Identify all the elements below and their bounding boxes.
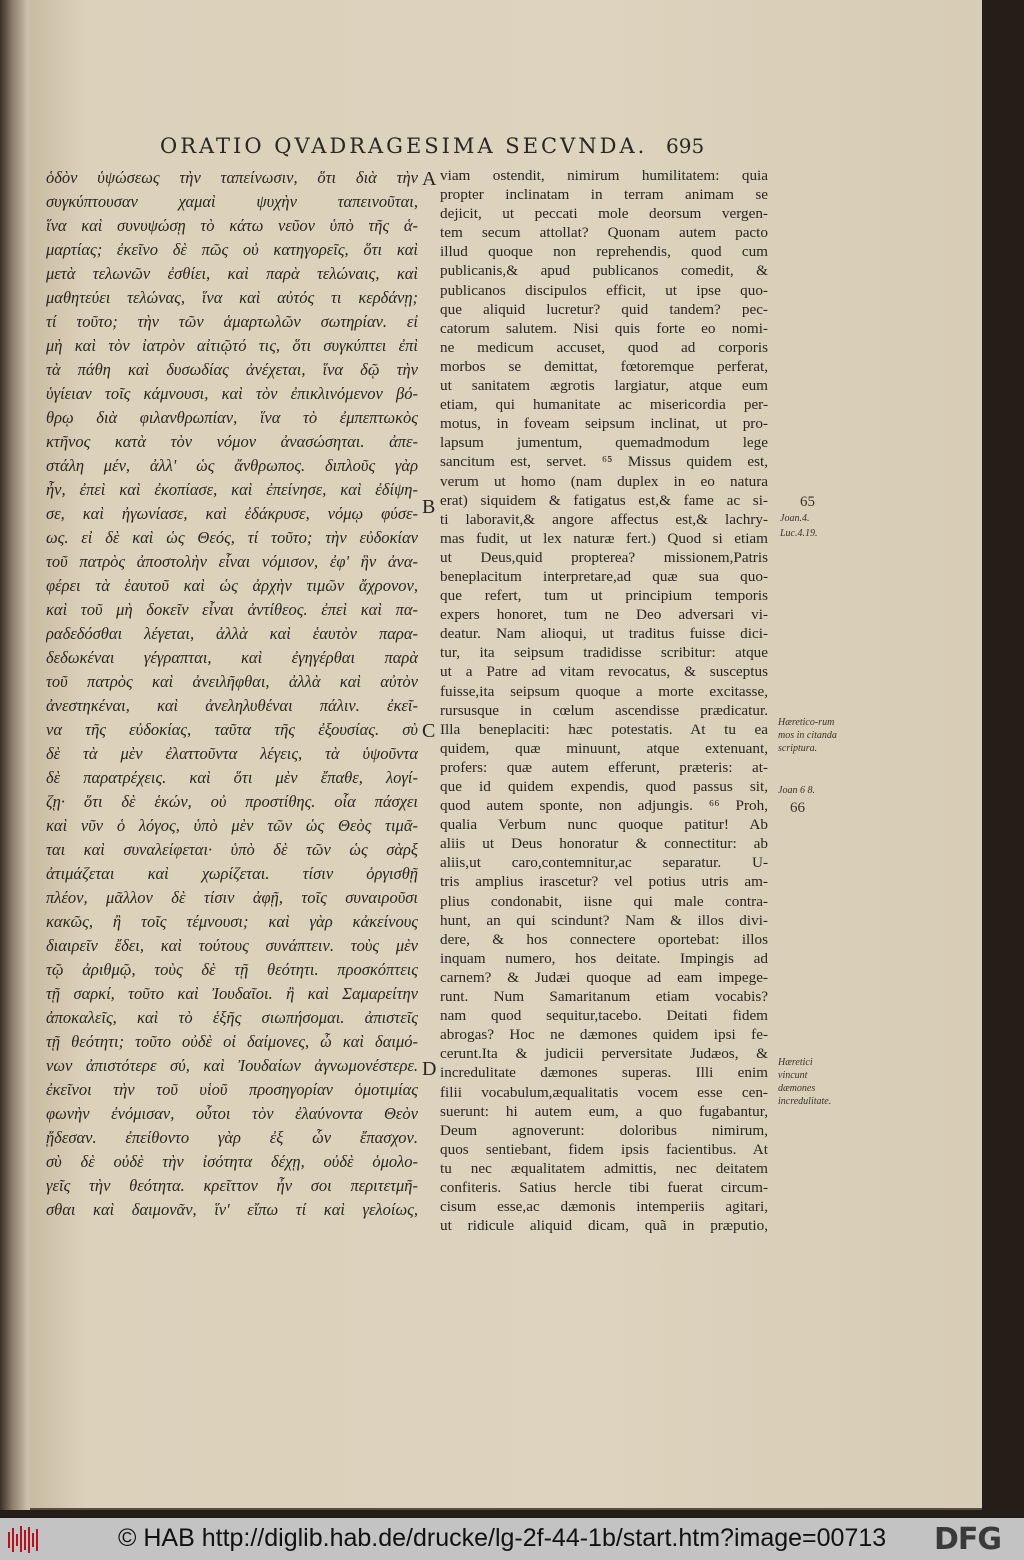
greek-text-line: ἦν, ἐπεὶ καὶ ἐκοπίασε, καὶ ἐπείνησε, καὶ ἐδίψη- — [46, 480, 418, 499]
greek-text-line: ὁδὸν ὑψώσεως τὴν ταπείνωσιν, ὅτι διὰ τὴν — [46, 168, 418, 187]
latin-text-line: ut Deus,quid propterea? missionem,Patris — [440, 548, 768, 566]
latin-text-line: tem secum attollat? Quonam autem pacto — [440, 224, 768, 242]
note-number-65: 65 — [800, 494, 815, 510]
greek-text-line: ραδεδόσθαι λέγεται, ἀλλὰ καὶ ἑαυτὸν παρα- — [46, 624, 418, 643]
latin-text-line: cisum esse,ac dæmonis intemperiis agitari, — [440, 1198, 768, 1216]
latin-text-line: morbos se demittat, fœtoremque perferat, — [440, 357, 768, 375]
latin-text-line: inquam numero, hos deitate. Impingis ad — [440, 949, 768, 967]
latin-text-line: quod autem sponte, non adjungis. ⁶⁶ Proh, — [440, 797, 768, 815]
latin-text-line: dejicit, ut peccati mole deorsum vergen- — [440, 205, 768, 223]
latin-text-line: quos sentiebant, fidem ipsis facientibus. At — [440, 1140, 768, 1158]
latin-text-line: abrogas? Hoc ne dæmones quidem ipsi fe- — [440, 1026, 768, 1044]
latin-text-line: lapsum jumentum, quemadmodum lege — [440, 434, 768, 452]
latin-text-line: publicanos discipulos efficit, ut ipse quo- — [440, 281, 768, 299]
latin-text-line: profers: quæ autem efferunt, præteris: at- — [440, 758, 768, 776]
latin-text-line: catorum salutem. Nisi quis forte eo nomi- — [440, 319, 768, 337]
latin-text-line: filii vocabulum,æqualitatis vocem esse cen- — [440, 1083, 768, 1101]
greek-text-line: τὰ πάθη καὶ δυσωδίας ἀνέχεται, ἵνα δῷ τὴν — [46, 360, 418, 379]
margin-letter-a: A — [422, 168, 437, 190]
greek-text-line: ζῃ· ὅτι δὲ ἑκών, οὐ προστίθης. οἷα πάσχει — [46, 792, 418, 811]
latin-text-line: erat) siquidem & fatigatus est,& fame ac si- — [440, 491, 768, 509]
latin-text-line: viam ostendit, nimirum humilitatem: quia — [440, 167, 768, 184]
latin-text-line: illud quoque non reprehendis, quod cum — [440, 243, 768, 261]
latin-text-line: etiam, qui humanitate ac misericordia per- — [440, 396, 768, 414]
latin-text-line: que id quidem expendis, quod passus sit, — [440, 778, 768, 795]
greek-text-line: σε, καὶ ἠγωνίασε, καὶ ἐδάκρυσε, νόμῳ φύσε- — [46, 504, 418, 523]
greek-text-line: φέρει τὰ ἑαυτοῦ καὶ ὡς ἀρχὴν τιμῶν ἄχρονον, — [46, 576, 418, 595]
latin-text-line: tur, ita seipsum tradidisse scribitur: atque — [440, 644, 768, 662]
latin-text-line: nam quod sequitur,tacebo. Deitati fidem — [440, 1007, 768, 1025]
greek-text-line: τῇ σαρκί, τοῦτο καὶ Ἰουδαῖοι. ἢ καὶ Σαμαρείτην — [46, 984, 418, 1003]
latin-text-line: rursusque in cœlum ascendisse prædicatur. — [440, 701, 768, 719]
greek-text-line: γεῖς τὴν θεότητα. κρεῖττον ἦν σοι περιτετμῆ- — [46, 1176, 418, 1195]
page-number: 695 — [666, 134, 705, 158]
latin-text-line: carnem? & Judæi quoque ad eam impege- — [440, 968, 768, 986]
copyright-link[interactable]: © HAB http://diglib.hab.de/drucke/lg-2f-44-1b/start.htm?image=00713 — [118, 1524, 887, 1552]
latin-text-line: expers honoret, tum ne Deo adversari vi- — [440, 606, 768, 624]
margin-letter-b: B — [422, 496, 436, 518]
latin-text-line: ut sanitatem ægrotis largiatur, atque eum — [440, 377, 768, 395]
greek-text-line: θρῳ διὰ φιλανθρωπίαν, ἵνα τὸ ἐμπεπτωκὸς — [46, 408, 418, 427]
dfg-logo: DFG — [934, 1522, 1002, 1557]
greek-text-line: μαθητεύει τελώνας, ἵνα καὶ αὐτός τι κερδάνῃ; — [46, 288, 418, 307]
greek-text-line: μετὰ τελωνῶν ἐσθίει, καὶ παρὰ τελώναις, καὶ — [46, 264, 418, 283]
latin-text-line: verum ut homo (nam duplex in eo natura — [440, 472, 768, 490]
latin-text-line: deatur. Nam alioqui, ut traditus fuisse dici- — [440, 625, 768, 643]
latin-text-line: ti laboravit,& angore affectus est,& lachry- — [440, 510, 768, 528]
greek-text-line: καὶ νῦν ὁ λόγος, ὑπὸ μὲν τῶν ὡς Θεὸς τιμᾶ- — [46, 816, 418, 835]
margin-note-luc4: Luc.4.19. — [780, 528, 818, 539]
margin-note-joan68: Joan 6 8. — [778, 785, 815, 796]
greek-text-line: τοῦ πατρὸς καὶ ἀνειλῆφθαι, ἀλλὰ καὶ αὐτὸν — [46, 672, 418, 691]
greek-text-line: ἐκεῖνοι τὴν τοῦ υἱοῦ προσηγορίαν ὁμοτιμίας — [46, 1080, 418, 1099]
latin-text-line: ut a Patre ad vitam revocatus, & susceptus — [440, 663, 768, 681]
latin-text-line: hunt, an qui scindunt? Nam & illos divi- — [440, 911, 768, 929]
latin-text-line: aliis,ut caro,contemnitur,ac separatur. U- — [440, 854, 768, 872]
greek-text-line: μαρτίας; ἐκεῖνο δὲ πῶς οὐ κατηγορεῖς, ὅτι καὶ — [46, 240, 418, 259]
greek-text-line: πλέον, μᾶλλον δὲ τίσιν ἀφῇ, τοῖς συναιροῦσι — [46, 888, 418, 907]
greek-text-line: σὺ δὲ οὐδὲ τὴν ἰσότητα δέχῃ, οὐδὲ ὁμολο- — [46, 1152, 418, 1171]
latin-text-line: sancitum est, servet. ⁶⁵ Missus quidem est, — [440, 453, 768, 471]
margin-note-haereticorum: Hæretico-rum mos in citanda scriptura. — [778, 717, 837, 754]
latin-text-line: propter inclinatam in terram animam se — [440, 186, 768, 204]
greek-text-line: δὲ παρατρέχεις. καὶ ὅτι μὲν ἔπαθε, λογί- — [46, 768, 418, 787]
greek-text-line: ᾔδεσαν. ἐπείθοντο γὰρ ἐξ ὧν ἔπασχον. — [46, 1128, 418, 1147]
greek-text-line: ὑγίειαν τοῖς κάμνουσι, καὶ τὸν ἐπικλινόμενον βό- — [46, 384, 418, 403]
greek-text-line: ἀνεστηκέναι, καὶ ἀνεληλυθέναι πάλιν. ἐκεῖ- — [46, 696, 418, 715]
latin-text-line: motus, in foveam seipsum inclinat, ut pro- — [440, 415, 768, 433]
greek-text-line: ται καὶ συναλείφεται· ὑπὸ δὲ τῶν ὡς σὰρξ — [46, 840, 418, 859]
greek-text-line: ἵνα καὶ συνυψώσῃ τὸ κάτω νεῦον ὑπὸ τῆς ἁ- — [46, 216, 418, 235]
greek-text-line: ἀποκαλεῖς, καὶ τὸ ἑξῆς σιωπήσομαι. ἀπιστεῖς — [46, 1008, 418, 1027]
margin-letter-c: C — [422, 720, 436, 742]
greek-text-line: κακῶς, ἢ τοῖς τέμνουσι; καὶ γὰρ κἀκείνους — [46, 912, 418, 931]
greek-text-line: ως. εἰ δὲ καὶ ὡς Θεός, τί τοῦτο; τὴν εὐδοκίαν — [46, 528, 418, 547]
latin-text-line: runt. Num Samaritanum etiam vocabis? — [440, 988, 768, 1006]
greek-text-line: τί τοῦτο; τὴν τῶν ἁμαρτωλῶν σωτηρίαν. εἰ — [46, 312, 418, 331]
latin-text-line: fuisse,ita seipsum quoque a morte excitasse, — [440, 682, 768, 700]
latin-text-line: aliis ut Deus honoratur & connectitur: ab — [440, 835, 768, 853]
latin-text-line: tu nec æqualitatem admittis, nec deitatem — [440, 1159, 768, 1177]
margin-note-joan4: Joan.4. — [780, 513, 810, 524]
greek-text-line: κτῆνος κατὰ τὸν νόμον ἀνασώσηται. ἀπε- — [46, 432, 418, 451]
greek-text-line: στάλη μέν, ἀλλ' ὡς ἄνθρωπος. διπλοῦς γὰρ — [46, 456, 418, 475]
latin-text-line: Deum agnoverunt: doloribus nimirum, — [440, 1121, 768, 1139]
greek-text-line: δεδωκέναι γέγραπται, καὶ ἐγηγέρθαι παρὰ — [46, 648, 418, 667]
margin-note-haeretici: Hæretici vincunt dæmones incredulitate. — [778, 1057, 832, 1107]
latin-text-line: dere, & hos connectere oportebat: illos — [440, 930, 768, 948]
running-header: ORATIO QVADRAGESIMA SECVNDA. — [160, 134, 648, 158]
latin-text-line: beneplacitum interpretare,ad quæ sua quo- — [440, 567, 768, 585]
latin-text-line: plius condonabit, iisne qui male contra- — [440, 892, 768, 910]
greek-text-line: σθαι καὶ δαιμονᾶν, ἵν' εἴπω τί καὶ γελοίως, — [46, 1200, 418, 1219]
latin-text-line: cerunt.Ita & judicii perversitate Judæos, & — [440, 1045, 768, 1063]
greek-text-line: τοῦ πατρὸς ἀποστολὴν εἶναι νόμισον, ἐφ' ἣν ἀνα- — [46, 552, 418, 571]
greek-column — [46, 166, 418, 1222]
greek-text-line: τῇ θεότητι; τοῦτο οὐδὲ οἱ δαίμονες, ὦ καὶ δαιμό- — [46, 1032, 418, 1051]
greek-text-line: τῷ ἀριθμῷ, τοὺς δὲ τῇ θεότητι. προσκόπτεις — [46, 960, 418, 979]
footer-bar — [0, 1518, 1024, 1560]
latin-text-line: que aliquid lucretur? quid tandem? pec- — [440, 300, 768, 318]
latin-text-line: ut ridicule aliquid dicam, quã in præputio, — [440, 1217, 768, 1235]
greek-text-line: ἀτιμάζεται καὶ χωρίζεται. τίσιν ὀργισθῇ — [46, 864, 418, 883]
latin-text-line: quidem, quæ minuunt, atque extenuant, — [440, 739, 768, 757]
greek-text-line: καὶ τοῦ μὴ δοκεῖν εἶναι ἀντίθεος. ἐπεὶ καὶ πα- — [46, 600, 418, 619]
latin-text-line: tris amplius irascetur? vel potius utris am- — [440, 873, 768, 891]
latin-text-line: confiteris. Satius hercle tibi fuerat circum- — [440, 1178, 768, 1196]
latin-text-line: incredulitate dæmones superas. Illi enim — [440, 1064, 768, 1082]
greek-text-line: συγκύπτουσαν χαμαὶ ψυχὴν ταπεινοῦται, — [46, 192, 418, 211]
greek-text-line: φωνὴν ἐνόμισαν, οὗτοι τὸν ἐλαύνοντα Θεὸν — [46, 1104, 418, 1123]
latin-column — [440, 166, 768, 1235]
greek-text-line: νων ἀπιστότερε σύ, καὶ Ἰουδαίων ἀγνωμονέστερε. — [46, 1056, 418, 1075]
latin-text-line: suerunt: hi autem eum, a quo fugabantur, — [440, 1102, 768, 1120]
note-number-66: 66 — [790, 800, 805, 816]
latin-text-line: ne medicum accuset, quod ad corporis — [440, 338, 768, 356]
latin-text-line: publicanis,& apud publicanos comedit, & — [440, 262, 768, 280]
greek-text-line: δὲ τὰ μὲν ἐλαττοῦντα λέγεις, τὰ ὑψοῦντα — [46, 744, 418, 763]
latin-text-line: qualia Verbum nunc quoque patitur! Ab — [440, 816, 768, 834]
latin-text-line: que refert, tum ut principium temporis — [440, 587, 768, 605]
greek-text-line: μὴ καὶ τὸν ἰατρὸν αἰτιῷτό τις, ὅτι συγκύπτει ἐπὶ — [46, 336, 418, 355]
greek-text-line: να τῆς εὐδοκίας, ταῦτα τῆς ἐξουσίας. σὺ — [46, 720, 418, 739]
latin-text-line: Illa beneplaciti: hæc potestatis. At tu ea — [440, 720, 768, 738]
margin-letter-d: D — [422, 1058, 437, 1080]
greek-text-line: διαιρεῖν ἔδει, καὶ τούτους συνάπτειν. τοὺς μὲν — [46, 936, 418, 955]
hab-logo-icon — [6, 1524, 42, 1554]
latin-text-line: mas fudit, ut lex naturæ fert.) Quod si etiam — [440, 529, 768, 547]
